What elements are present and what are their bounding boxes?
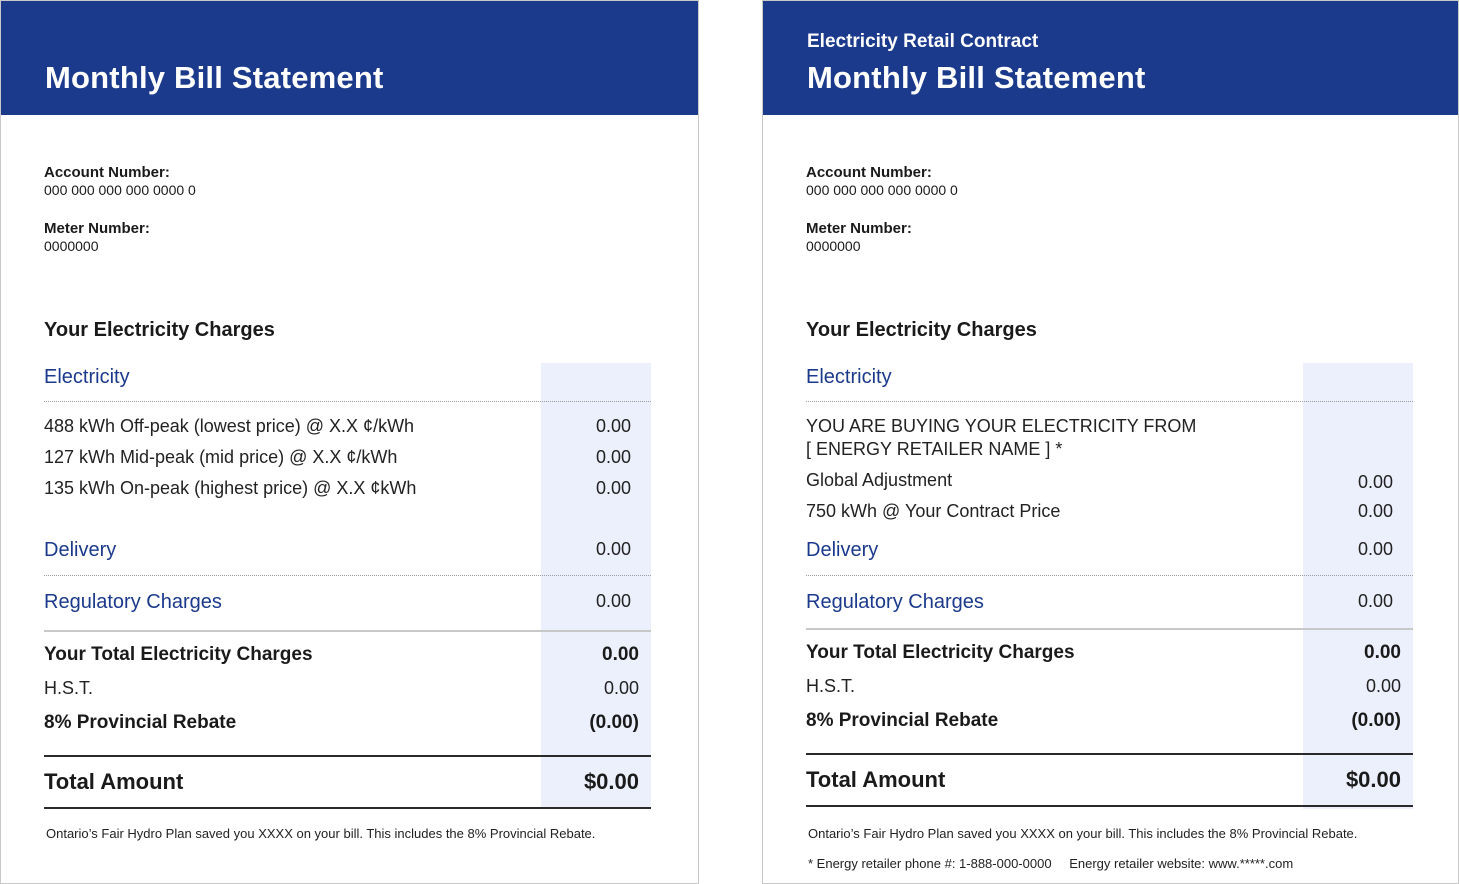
total-charges-label: Your Total Electricity Charges (806, 642, 1075, 663)
retailer-phone: * Energy retailer phone #: 1-888-000-0000 (808, 856, 1052, 871)
divider-total-bottom (806, 805, 1413, 807)
total-charges-amount: 0.00 (602, 644, 639, 665)
hst-row (44, 678, 651, 704)
line-item-row (44, 447, 651, 473)
line-item-row (806, 501, 1413, 527)
line-item-row (806, 470, 1413, 496)
total-amount-row (806, 767, 1413, 793)
rebate-label: 8% Provincial Rebate (806, 710, 999, 731)
total-charges-row (806, 642, 1413, 668)
meter-number-label: Meter Number: (806, 220, 912, 237)
delivery-row (806, 539, 1413, 565)
retailer-notice-line: YOU ARE BUYING YOUR ELECTRICITY FROM (806, 416, 1197, 436)
retailer-contact-line (808, 856, 1307, 871)
total-amount-row (44, 769, 651, 795)
section-title: Your Electricity Charges (44, 319, 275, 341)
footnote: Ontario’s Fair Hydro Plan saved you XXXX on your bill. This includes the 8% Provincial Rebate. (808, 826, 1358, 841)
retailer-notice-row (806, 439, 1413, 465)
line-item-label: 750 kWh @ Your Contract Price (806, 501, 1061, 521)
account-number-label: Account Number: (806, 164, 932, 181)
total-charges-label: Your Total Electricity Charges (44, 644, 313, 665)
hst-label: H.S.T. (44, 678, 94, 698)
retailer-website: Energy retailer website: www.*****.com (1069, 856, 1294, 871)
rebate-label: 8% Provincial Rebate (44, 712, 237, 733)
meter-number-label: Meter Number: (44, 220, 150, 237)
delivery-amount: 0.00 (1357, 539, 1393, 559)
line-item-label: 488 kWh Off-peak (lowest price) @ X.X ¢/kWh (44, 416, 415, 436)
page-title: Monthly Bill Statement (45, 60, 384, 95)
divider-dotted (44, 401, 651, 402)
total-amount-value: $0.00 (583, 769, 639, 794)
line-item-label: 135 kWh On-peak (highest price) @ X.X ¢kWh (44, 478, 417, 498)
line-item-row (44, 416, 651, 442)
line-item-label: 127 kWh Mid-peak (mid price) @ X.X ¢/kWh (44, 447, 398, 467)
divider-total-bottom (44, 807, 651, 809)
account-number-label: Account Number: (44, 164, 170, 181)
rebate-amount: (0.00) (1351, 710, 1401, 731)
statement-header (1, 1, 698, 115)
electricity-category-label: Electricity (806, 366, 892, 388)
statement-header (763, 1, 1458, 115)
section-title: Your Electricity Charges (806, 319, 1037, 341)
line-item-amount: 0.00 (595, 447, 631, 467)
regulatory-amount: 0.00 (1357, 591, 1393, 611)
divider-solid (806, 628, 1413, 630)
line-item-amount: 0.00 (1357, 501, 1393, 521)
account-number-value: 000 000 000 000 0000 0 (806, 182, 958, 198)
rebate-row (44, 712, 651, 738)
line-item-amount: 0.00 (595, 478, 631, 498)
line-item-amount: 0.00 (1357, 472, 1393, 492)
regulatory-label: Regulatory Charges (806, 591, 984, 613)
account-number-value: 000 000 000 000 0000 0 (44, 182, 196, 198)
total-amount-value: $0.00 (1345, 767, 1401, 792)
header-supertitle: Electricity Retail Contract (807, 31, 1039, 52)
hst-label: H.S.T. (806, 676, 856, 696)
divider-dotted (44, 575, 651, 576)
line-item-label: Global Adjustment (806, 470, 953, 490)
line-item-row (44, 478, 651, 504)
hst-amount: 0.00 (1365, 676, 1401, 696)
meter-number-value: 0000000 (44, 238, 99, 254)
electricity-category-row (44, 366, 651, 392)
electricity-category-label: Electricity (44, 366, 130, 388)
regulatory-label: Regulatory Charges (44, 591, 222, 613)
hst-row (806, 676, 1413, 702)
divider-total-top (44, 755, 651, 757)
total-amount-label: Total Amount (44, 769, 184, 794)
bill-statement-panel-retail-contract (762, 0, 1459, 884)
delivery-label: Delivery (44, 539, 117, 561)
delivery-row (44, 539, 651, 565)
regulatory-row (44, 591, 651, 617)
divider-solid (44, 630, 651, 632)
rebate-amount: (0.00) (589, 712, 639, 733)
page-title: Monthly Bill Statement (807, 60, 1146, 95)
bill-statement-panel-time-of-use (0, 0, 699, 884)
hst-amount: 0.00 (603, 678, 639, 698)
total-amount-label: Total Amount (806, 767, 946, 792)
divider-total-top (806, 753, 1413, 755)
footnote: Ontario’s Fair Hydro Plan saved you XXXX on your bill. This includes the 8% Provincial Rebate. (46, 826, 596, 841)
delivery-label: Delivery (806, 539, 879, 561)
total-charges-amount: 0.00 (1364, 642, 1401, 663)
divider-dotted (806, 575, 1413, 576)
retailer-name-placeholder: [ ENERGY RETAILER NAME ] * (806, 439, 1063, 459)
electricity-category-row (806, 366, 1413, 392)
regulatory-row (806, 591, 1413, 617)
rebate-row (806, 710, 1413, 736)
delivery-amount: 0.00 (595, 539, 631, 559)
total-charges-row (44, 644, 651, 670)
divider-dotted (806, 401, 1413, 402)
line-item-amount: 0.00 (595, 416, 631, 436)
regulatory-amount: 0.00 (595, 591, 631, 611)
meter-number-value: 0000000 (806, 238, 861, 254)
